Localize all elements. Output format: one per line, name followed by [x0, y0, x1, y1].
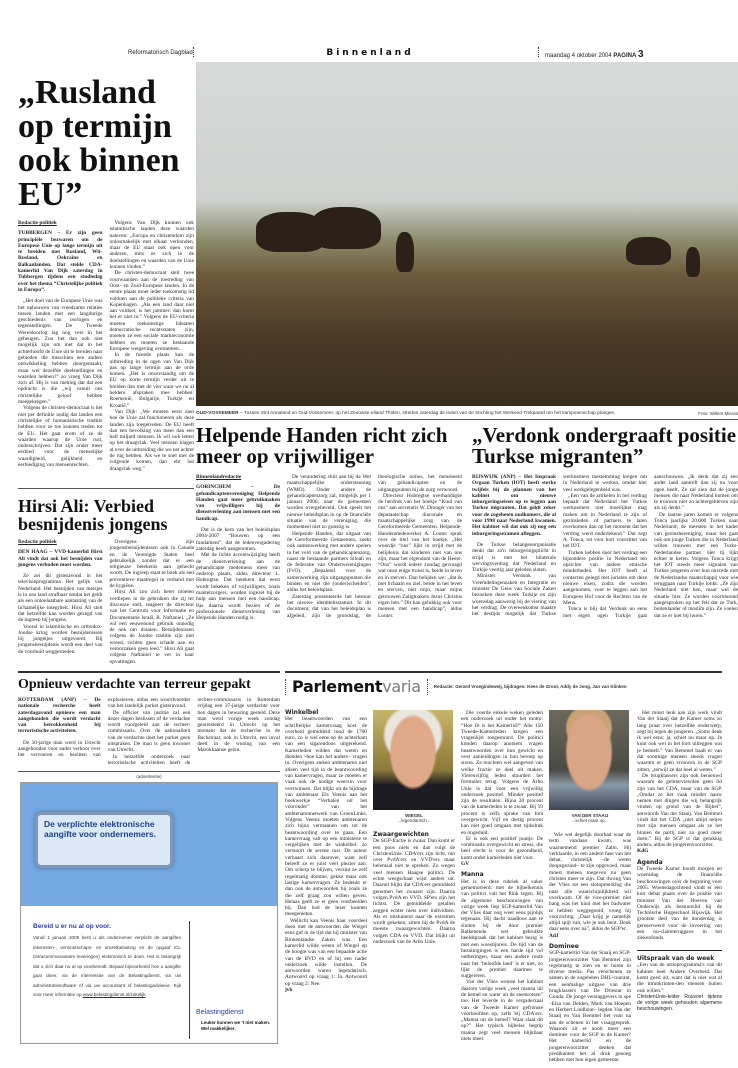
right-region [196, 62, 738, 622]
advertisement-belastingdienst[interactable] [20, 782, 278, 1044]
byline: Redactie politiek [18, 539, 57, 545]
headline-rusland: „Rusland op termijn ook binnen EU” [18, 74, 180, 213]
photo-wiegel [373, 710, 453, 810]
divider [18, 671, 280, 673]
subhead: Agenda [637, 858, 663, 866]
paragraph: Tonca is blij dat Verdonk nu eens met eigen ogen Turkije gaat aanschouwen. „Ik denk dat zij een ander land aantreft dan zij nu voor ogen heeft. Ze zal zien dat de jonge mensen die naar Nederland komen om te trouwen niet zo achtergebleven zijn als zij denkt.” [563, 474, 738, 619]
divider [285, 679, 286, 695]
paragraph: „Het doel van de Europese Unie was het ophouwen van vreedzame relaties tussen landen met een langdurige geschiedenis van oorlogen en tegenstellingen. De Tweede Wereldoorlog lag nog vers in het geheugen. Zou het dan ook niet mogelijk zijn om met dat in het achterhoofd de Unie uit te breiden naar gebieden die misschien een andere ontwikkeling hebben doorgemaakt, maar wel dezelfde doelstellingen en waarden hebben?” zo vroeg Van Dijk zich af. Hij is van mening dat dat een opdracht is die „wij vanuit ons christelijke geloof hebben meegekregen.” [18, 298, 103, 406]
verdonk-block [472, 425, 738, 622]
divider [18, 771, 280, 772]
subhead: Dominee [549, 942, 579, 950]
parlementvaria-columns [285, 710, 722, 1064]
ad-slogan [201, 1020, 270, 1031]
column-zwaargewichten [373, 710, 455, 945]
author-initials: GV [461, 861, 470, 868]
subhead: Winkelbel [285, 708, 319, 716]
ad-link[interactable]: www.belastingdienst.nl/zakelijk [82, 992, 146, 998]
paragraph: Die voerde enkele weken geleden een onderzoek uit onder het motto: “Hoe fit is het Kamerlid?” Alle 150 Tweede-Kamerleden kregen een vragenlijst toegestuurd. De politici konden daarop anoniem vragen beantwoorden over hun gewicht en over aanleidingen in hun beroep op stress. Ze mochten wel aangeven van welke fractie ze deel uit maken. Vierenvijftig leden stuurden het formulier terug. Volgens de Arbo Unie is dat voor een vrijwillig onderzoek positief. Minder positief zijn de resultaten. Bijna 30 procent van de kamerleden is te zwaar. Bij 19 procent is zelfs sprake van fors overgewicht. Vijf en dertig procent kan niet goed omgaan met tijdsdruk en ongeduld. [461, 709, 543, 836]
paragraph: Dat is de kern van het beleidsplan 2004-2007 “Bouwen op een fundament”, dat de ledenvergadering zaterdag heeft aangenomen. [196, 527, 280, 552]
author-initials: jvk [285, 987, 293, 993]
paragraph: Ze zei dit gisteravond in het televisieprogramma Het gelijk van Nederland. Het besnijden van meisjes is in ons land strafbaar omdat het geldt als een ontoelaatbare aantasting van de lichamelijke integriteit. Hirsi Ali stelt dat hetzelfde kan worden gezegd van de ingreep bij jongens. [18, 573, 103, 624]
headline-verdonk: „Verdonk ondergraaft positie Turkse migranten” [472, 423, 737, 468]
page-number: 3 [637, 49, 644, 60]
lead: GORINCHEM – De gehandicaptenvereniging Helpende Handen gaat meer gebruikmaken van vrijwilligers bij de dienstverlening aan mensen met een handicap. [196, 484, 280, 522]
subhead: Zwaargewichten [373, 830, 429, 838]
parlementvaria-section [285, 671, 722, 1064]
lead: RIJSWIJK (ANP) – Het Inspraak Orgaan Turken (IOT) heeft sterke twijfels bij de plannen van het kabinet om nieuwe inburgeringseisen op te leggen aan Turkse migranten. Dat geldt zeker voor de zogeheten oudkomers, die al voor 1998 naar Nederland kwamen. Het kabinet wil dat ook zij nog een inburgeringsexamen afleggen. [472, 474, 556, 537]
paragraph: „Een van de artikelen in het verdrag bepaalt dat Nederland het Turkse werknemers niet moeilijker mag maken om in Nederland te zijn of gezinsleden of partners te laten overkomen dan op het moment dat het verdrag werd ondertekend.” Dat zegt A. Tonca, tot voor kort voorzitter van het IOT. [563, 492, 647, 550]
paragraph: Helpende Handen, dat uitgaat van de Gereformeerde Gemeenten, zoekt ook samenwerking met andere spelers in het veld van de gehandicaptenzorg, naast de bestaande partners Siloah en de federatie van Onderwerenigingen (FvO). „Bepalend voor de samenwerking zijn uitgangspunten die binden en niet die (onder)scheiden”, aldus het beleidsplan. [287, 530, 371, 594]
lead: TUBBERGEN – Er zijn geen principiële bezwaren om de Europese Unie op lange termijn uit te breiden met Rusland, Wit-Rusland, Oekraïne en Balkanlanden. Dat stelde CDA-kamerlid Van Dijk zaterdag in Tubbergen tijdens een studiedag over het thema “Christelijke politiek in Europa”. [18, 230, 103, 293]
paragraph: De Tweede Kamer houdt morgen en woensdag de financiële beschouwingen over de begroting voor 2005. Woensdagochtend vindt er een kort debat plaats over de positie van minister Van der Hoeven van Onderwijs als bestuurslid bij de Technische Hogeschool Rijswijk. Het grootste deel van de donderdag is gereserveerd voor de invoering van een no-claimteruggave in het ziekenfonds. [637, 866, 722, 942]
divider [538, 47, 539, 57]
bottom-left [18, 671, 280, 1044]
paragraph: De brugklassers zijn ook benieuwd waarom de geïnterviewden geen lid zijn van het CDA, maar van de SGP. „Omdat ze het vaak minder nauw nemen met dingen die wij belangrijk vinden op grond van de Bijbel”, antwoordt Van der Staaij. Van Bemmel vindt dat het CDA „niet altijd netjes met zijn mensen omgaat als ze het binnen de partij niet zo goed meer doen.” Bij de SGP is dat gelukkig anders, aldus de jongerenvoorzitter. [637, 772, 722, 849]
divider [18, 488, 194, 489]
caption-row [196, 411, 738, 416]
paragraph: Overigens zijn jongensbesnijdenissen ook in Canada en de Verenigde Staten heel gebruikelijk zonder dat er een religieuze betekenis aan gehecht wordt. De ingreep staat te boek als een preventieve maatregel in verband met de hygiëne. [109, 539, 194, 590]
section-title: Binnenland [326, 48, 414, 58]
date: maandag 4 oktober 2004 [545, 53, 612, 59]
paragraph: Het beantwoorden van een schriftelijke kamervraag kost de overheid gemiddeld rond de 1700 euro, zo is wel eens op de achterkant van een sigarendoos uitgerekend. Kamerleden wilden dat weten en dienden –hoe kan het anders– vragen in. Overigens steken ambtenaren niet alleen veel tijd in de beantwoording van kamervragen, maar ze moeten er vaak ook de nodige weerzin voor overwinnen. Dat blijkt uit de bijdrage van ambtenaar Els Veenis aan het boekwerkje “Verhalen uit het vooronder” van het ambtenarennetwerk van GroenLinks. Volgens Veenis moeten ambtenaren zich bijna vermannen om tot de beantwoording over te gaan. Een kamervraag valt op een ministerie te vergelijken met de winkelbel: zo verstoort de serene rust. De auteur verbaast zich daarover, want zelf beleeft ze er juist veel plezier aan. Om scherp te blijven, verzint ze zelf regelmatig domme, gekke maar ook lastige kamervragen. Ze bedenkt er dan ook de antwoorden bij zoals ze die zelf graag zou willen geven. Helaas geeft ze er geen voorbeelden bij. Dan had de lezer kunnen meegenieten. [285, 716, 367, 918]
ad-divider [189, 921, 190, 1039]
ad-text-body: Vanaf 1 januari 2005 bent u als ondernemer verplicht de aangiften inkomsten-, vennootschaps- en omzetbelasting en de opgaaf ICL (intracommunautaire leveringen) elektronisch te doen. Het is belangrijk dat u zich daar nu al op voorbereidt. Bepaal bijvoorbeeld hoe u aangifte gaat doen: via de internetsite van de Belastingdienst, via uw administratiesoftware of via uw accountant of belastingadviseur. Kijk voor meer informatie op [33, 935, 181, 998]
author-initials: AdJ [549, 932, 559, 939]
paragraph: Met de lichte accentwijziging heeft de dienstverlening aan de gehandicapte medemens meer van onderop plaats, aldus directeur L. Hubregtse. Dat betekent dat eerst wordt bekeken of vrijwilligers, zoals mantelzorgers, worden ingezet bij de hulp aan mensen met een handicap. Pas daarna wordt bezien of de professionele dienstverlening van Helpende Handen nodig is. [196, 552, 280, 622]
paragraph: Hirsi Ali zou zich beter moeten verdiepen in de gebruiken die zij ter discussie stelt, reageert de directeur van het Centrum voor Informatie en Documentatie Israël, R. Naftaniel. „Ze wil een eeuwenoud gebruik onnodig de nek om draaien. Besnijdenissen volgens de Joodse traditie zijn niet wreed, richten geen schade aan en veroorzaken geen leed.” Hirsi Ali gaat volgens Naftaniel te ver in haar opvattingen. [109, 589, 194, 665]
paragraph: Turken hebben door het verdrag een bijzondere positie in Nederland ten opzichte van andere etnische minderheden. Het IOT heeft al contacten gelegd met juristen om deze nieuwe eisen, zodra die worden aangenomen, voor te leggen aan het Europees Hof voor de Rechten van de Mens. [563, 549, 647, 606]
photo-van-der-staaij-caption [549, 813, 631, 824]
paragraph: Het minst leuk aan zijn werk vindt Van der Staaij dat de Kamer soms zo lang praat over hetzelfde onderwerp, zegt hij tegen de jongeren. „Soms denk ik wel eens: ja, schiet nu maar op. Je kunt ook wel in het kort uitleggen wat je bedoelt.” Van Bemmel baalt er van dat sommige mensen steeds vragen waarom er geen vrouwen in de SGP zitten, „terwijl ze dat heel al weten.” [637, 709, 722, 773]
paragraph: Het is in deze rubriek al vaker gememoreerd: met de bijbelkennis van politici valt het flink tegen. Bij de algemene beschouwingen van vorige week liep SGP-kamerlid Van der Vlies daar nog weer eens pijnlijk tegenaan. Hij dacht naadloos aan te sluiten bij de door premier Balkenende wel gebruikte beeldspraak dat het kabinet bezig is met een woestijnreis. De tijd van de bezuinigingen is een harde tijd vol ontberingen, maar een andere route naar het ‘beloofde land’ is er niet, zo lijkt de premier daarmee te suggereren. [461, 878, 543, 980]
page-info [545, 49, 644, 60]
paragraph: De laatste jaren komen er volgens Tonca jaarlijks 20.000 Turken naar Nederland; de meesten in het kader van gezinshereniging, maar het gaat ook om jonge Turken die in Nederland willen trouwen met een Turks-Nederlandse partner. Het tij lijkt echter te keren. Volgens Tonca krijgt het IOT steeds meer signalen van Turkse jongeren over hun onvrede met de Nederlandse maatschappij voor wie teruggaan naar Turkije lonkt. „Ze zijn Nederland niet ben, maar wel de situatie hier. Ze worden voortdurend aangesproken op het feit dat ze Turk, buitenlander of moslim zijn. Ze voelen dat ze er niet bij horen.” [654, 511, 738, 619]
paragraph: Vooral in islamitische en orthodox-Joodse kring worden besnijdenissen bij jongetjes uitgevoerd. Bij jongensbesnijdenis wordt een deel van de voorhuid weggesneden. [18, 623, 103, 655]
slogan-line: Wel makkelijker. [201, 1025, 236, 1031]
author-initials: KdG [637, 848, 649, 855]
photo-name: WIEGEL [405, 812, 423, 818]
paragraph: De 30-jarige man werd in Utrecht aangehouden voor nader verhoor over het vervoeren en bezitten van explosieven, aldus een woordvoerder van het landelijk parket gisteravond. [18, 696, 191, 759]
belastingdienst-logo: Belastingdienst [196, 1009, 244, 1017]
ad-body [33, 923, 181, 1000]
horse-shape [311, 207, 381, 249]
divider [285, 671, 722, 673]
headline-helpende-handen: Helpende Handen richt zich meer op vrijwilliger [196, 423, 448, 468]
paragraph: De verandering sluit aan bij de Wet maatschappelijke ondersteuning (WMO). Onder andere de gehandicaptenzorg zal, mogelijk per 1 januari 2006, naar de gemeenten worden overgeheveld. Ook speelt het nieuwe beleidsplan in op de financiële situatie van de vereniging, die momenteel niet zo gunstig is. [287, 474, 371, 531]
paragraph: De christen-democraat stelt twee voorwaarden aan de toetreding van Oost- en Zuid-Europese landen. In de eerste plaats moet ieder toekomstig lid voldoen aan de politieke criteria van Kopenhagen. „Als een land daar niet aan voldoet, is het jammer: dan komt het er niet in.” Volgens de EU-criteria moeten toekomstige lidstaten democratische rechtsstaten zijn, moeten ze een sociale markteconomie hebben en moeten ze bestaande Europese wetgeving overnemen. [109, 270, 194, 352]
ad-label: (advertentie) [136, 774, 162, 780]
photo-name: VAN DER STAAIJ [571, 812, 609, 818]
ad-text [33, 933, 181, 1000]
divider [193, 47, 194, 57]
photo-caption [196, 411, 666, 416]
photo-wiegel-caption [373, 813, 455, 824]
paragraph: Volgens Van Dijk kunnen ook islamitische landen deze waarden naleven: „Europa en christendom zijn onlosmakelijk met elkaar verbonden, maar de EU staat ook open voor anderen, mits ze zich in de doelstellingen en waarden van de Unie kunnen vinden.” [109, 220, 194, 271]
divider [637, 950, 722, 952]
paragraph: Van Dijk: „We moeten eerst zien hoe de Unie zal functioneren als deze landen zijn toegetreden. De EU heeft dan een bevolking van meer dan een half miljard mensen. Ik wil ook letten op het draagvlak. Veel mensen klagen al over de uitbreiding die we net achter de rug hebben. Als we te snel met de volgende komen, dan ebt het draagvlak weg.” [109, 408, 194, 472]
page-label: PAGINA [613, 53, 637, 59]
paragraph: Volgens de christen-democraat is het niet per definitie nodig dat landen een christelijke of humanistische traditie hebben voor ze toe kunnen treden tot de EU. Het gaat erom of ze de waarden waarop de Unie rust, onderschrijven. Dat zijn onder meer eerbied voor de menselijke waardigheid, gelijkheid en eerbiediging van mensenrechten. [18, 405, 103, 468]
column-dominee [549, 710, 631, 1064]
byline: Binnenlandredactie [196, 474, 242, 480]
lead: DEN HAAG – VVD-kamerlid Hirsi Ali vindt dat ook het besnijden van jongens verboden moet worden. [18, 549, 103, 568]
column-agenda [637, 710, 722, 1012]
article-helpende-handen [196, 474, 462, 622]
horse-shape [396, 232, 414, 272]
paragraph: SGP-kamerlid Van der Staaij en SGP-jongerenvoorzitter Van Bemmel zijn regelmatig te zien en te horen in diverse media. Pas verschenen ze samen in de zogeheten DHL-courant, een eenmalige uitgave van drie brugklassers van De Driestar in Gouda. De jonge verslaggevers in spe –Elsa van Delden, Mark van Hoepen en Herbert Lindhout– legden Van der Staaij en Van Bemmel het vuur na aan de schenen in het vraaggesprek. Waarom zit er nooit meer een dominee voor de SGP in de Kamer? Het kamerlid en de jongerenvoorzitter denken dat predikanten het al druk genoeg hebben met hun eigen gemeente. [549, 950, 631, 1064]
divider [427, 679, 428, 695]
newspaper-name: Reformatorisch Dagblad [128, 50, 193, 56]
paragraph: Wie wel degelijk doorhad waar de term vandaan kwam, was waarnemend premier Zalm. Hij verklaarde, in een andere fase van het debat, christelijk –de weten doopsgezind– te zijn opgevoed, maar moest meteen toegeven nu geen christen meer te zijn. Dat dwong Van der Vlies tot een slotopmerking die naar alle waarschijnlijkheid wil overkwam. Of de vice-premier niet bang was het kind met het badwater te hebben weggegooid, vroeg hij voorzichtig. „Daar krijg je namelijk altijd spijt van, wie je ook bent. Denk daar eens over na”, aldus de SGP'er. [549, 831, 631, 933]
column-winkelbel [285, 710, 367, 993]
left-column [18, 76, 194, 665]
caption-place: OUD-VOSSEMEER [196, 411, 239, 416]
title-part: varia [382, 676, 421, 696]
news-photo-ploughing [196, 62, 738, 406]
byline: Redactie politiek [18, 220, 57, 226]
helpende-handen-block [196, 425, 462, 622]
paragraph: De Turkse belangenorganisatie denkt dat zo'n inburgeringsplicht in strijd is met het bilaterale wervingsverdrag dat Nederland en Turkije veertig jaar geleden sloten. [472, 541, 556, 574]
paragraph: Wellicht kan Veenis haar voordeel doen met de antwoorden die Wiegel eens gaf in de tijd dat hij minister van Binnenlandse Zaken was. Een kamerlid wilde weten of Wiegel op de hoogte was van een bepaalde actie van de BVD en of hij een nader onderzoek wilde instellen. De antwoorden waren legendarisch. Antwoord op vraag 1: Ja. Antwoord op vraag 2: Nee. [285, 917, 367, 987]
ad-headline-box: De verplichte elektronische aangifte voor ondernemers. [35, 812, 173, 868]
paragraph: In hetzelfde onderzoek naar terroristische activiteiten heeft de rechter-commissaris in Rotterdam vrijdag een 37-jarige verdachte voor tien dagen in bewaring gesteld. Deze man werd vorige week zondag gearresteerd in Utrecht op het moment dat de recherche in de Bachstraat, ook in Utrecht, een inval deed in de woning van een Marokkaanse gezin. [107, 696, 280, 766]
caption-text: – Tussen Sint Annaland en Oud-Vossemeer, op het Zeeuwse eiland Tholen, streden zaterdag de leden van de Stichting het Werkend Trekpaard om het kampioenschap ploegen. [238, 411, 616, 416]
ad-blue-banner [21, 783, 277, 906]
quote-source: ChristenUnie-leider Rouvoet tijdens de vorige week gehouden algemene beschouwingen. [637, 993, 722, 1012]
subhead: Manna [461, 871, 484, 879]
photo-caption: ...legendarisch... [397, 818, 431, 824]
paragraph: Zaterdag presenteerde het bestuur het nieuwe identiteitsstatuut. In dit document, dat van het beleidsplan is afgeleid, zijn de grondslag, de theologische noties, het mensbeeld van gehandicapten en de uitgangspunten bij de zorg verwoord. [287, 474, 462, 619]
headline-terreur: Opnieuw verdachte van terreur gepakt [18, 676, 251, 692]
quote: „Een van de actieprogramma's van dit kabinet heet Andere Overheid. Dat komt goed uit, want dat is niet wat al die timmkrinten-den mensen buiten ook willen.” [637, 962, 722, 994]
bottom-section [0, 671, 738, 1064]
photo-credit: Foto: Willem Mieras [698, 411, 738, 416]
horse-shape [686, 247, 700, 277]
paragraph: De officier van justitie zal een dezer dagen beslissen of de verdachte wordt voorgeleid aan de rechter-commissaris. Over de nationaliteit van de verdachte doet het parket geen uitspraken. De man is geen inwoner van Utrecht. [107, 709, 191, 754]
ad-subhead: Bereid u er nu al op voor. [33, 923, 112, 931]
paragraph: In de tweede plaats kan de uitbreiding in de ogen van Van Dijk pas op lange termijn aan de orde komen. „Het is onverstandig om de EU op korte termijn verder uit te breiden dan met de vier waar we nu al heldere afspraken mee hebben: Roemenië, Bulgarije, Turkije en Kroatië.” [109, 352, 194, 409]
title-part: Parlement [292, 676, 383, 696]
photo-caption: ...schiet maar op... [571, 818, 609, 824]
slogan-line: Leuker kunnen we 't niet maken. [201, 1020, 271, 1026]
divider [196, 419, 738, 420]
article-rusland [18, 220, 194, 482]
article-verdonk [472, 474, 738, 619]
parlementvaria-title-row [285, 678, 722, 696]
article-terreur [18, 697, 280, 766]
paragraph: Directeur Hubregtse overhandigde de herdruk van het boekje “Kind van ons” aan secretaris W. Droogér van het deputaatschap diaconale en maatschappelijke zorg van de Gereformeerde Gemeenten. Helpende-Handenmedewerker A. Louter sprak over de titel van het boekje. „Het woordje “ons” lijkt in strijd met de belijdenis dat kinderen niet van ons zijn, maar het eigendom van de Heere. “Ons” wordt iedere zondag gevraagd wat onze enige troost is, beide in leven en in sterven. Dan belijden we: „dat ik met lichaam en ziel, beide in het leven en sterven, niet mijn, maar mijns getrouwen Zaligmakers Jezus Christus eigen ben.” Dit kan gelukkig ook voor mensen met een handicap”, aldus Louter. [378, 492, 462, 619]
parlementvaria-credits: Redactie: Gerard Vroegindeweij, bijdragen: Kees de Groot, Addy de Jong, Jan van Klinken [433, 684, 627, 690]
headline-hirsi: Hirsi Ali: Verbied besnijdenis jongens [18, 496, 168, 534]
paragraph: Van der Vlies wenste het kabinet daarom vorige week „veel manna uit de hemel en water uit de steenrotsen” toe. Het leverde in de vergaderzaal van de Tweede Kamer gefronste voorhoofden op, zelfs bij CDA'ers. „Manna uit de hemel? Waar slaat dit op?” Het typisch bijbelse begrip manna zegt veel mensen blijkbaar niets meer. [461, 979, 543, 1043]
paragraph: Er is ook een positief puntje. De combinatie overgewicht en stress, die heel slecht is voor de gezondheid, komt onder kamerleden niet voor. [461, 835, 543, 861]
horse-shape [626, 237, 671, 265]
articles-row [196, 425, 738, 622]
article-hirsi [18, 539, 194, 665]
column-manna [461, 710, 543, 1042]
section-parlementvaria-title [292, 678, 421, 696]
subhead: Uitspraak van de week [637, 955, 715, 963]
paragraph: Minister Verdonk van Vreemdelingenzaken en Integratie en minister De Geus van Sociale Zaken bezoeken deze week Turkije en zijn woensdag aanwezig bij de viering van het verdrag. De overeenkomst maakte het destijds mogelijk dat Turkse werknemers toestemming kregen om in Nederland te werken, omdat hier veel werkgelegenheid was. [472, 474, 647, 618]
paragraph: De SGP-fractie is zwaar. Dan komt er een poos niets en dan volgt de ChristenUnie. CDA'ers zijn licht, om over PvdA'ers en VVD'ers maar helemaal niet te spreken. Zo wegen veel mensen Haagse politici. De echte weegschaal wijst anders uit. Daaruit blijkt dat CDA'ers gemiddeld genomen het zwaarst zijn. Daarna volgen PvdA en VVD. SP'ers zijn het lichtst. De gemiddelde getallen zeggen echter niets over individuen. Als er uitsluitend naar de extremen wordt gekeken, zitten bij de PvdA de meeste zwaargewichten. Daarna volgen CDA en VVD. Dat blijkt uit onderzoek van de Arbo Unie. [373, 838, 455, 945]
lead: ROTTERDAM (ANP) – De nationale recherche heeft zaterdagavond opnieuw een man aangehouden die wordt verdacht van betrokkenheid bij terroristische activiteiten. [18, 696, 101, 735]
photo-van-der-staaij [549, 710, 629, 810]
